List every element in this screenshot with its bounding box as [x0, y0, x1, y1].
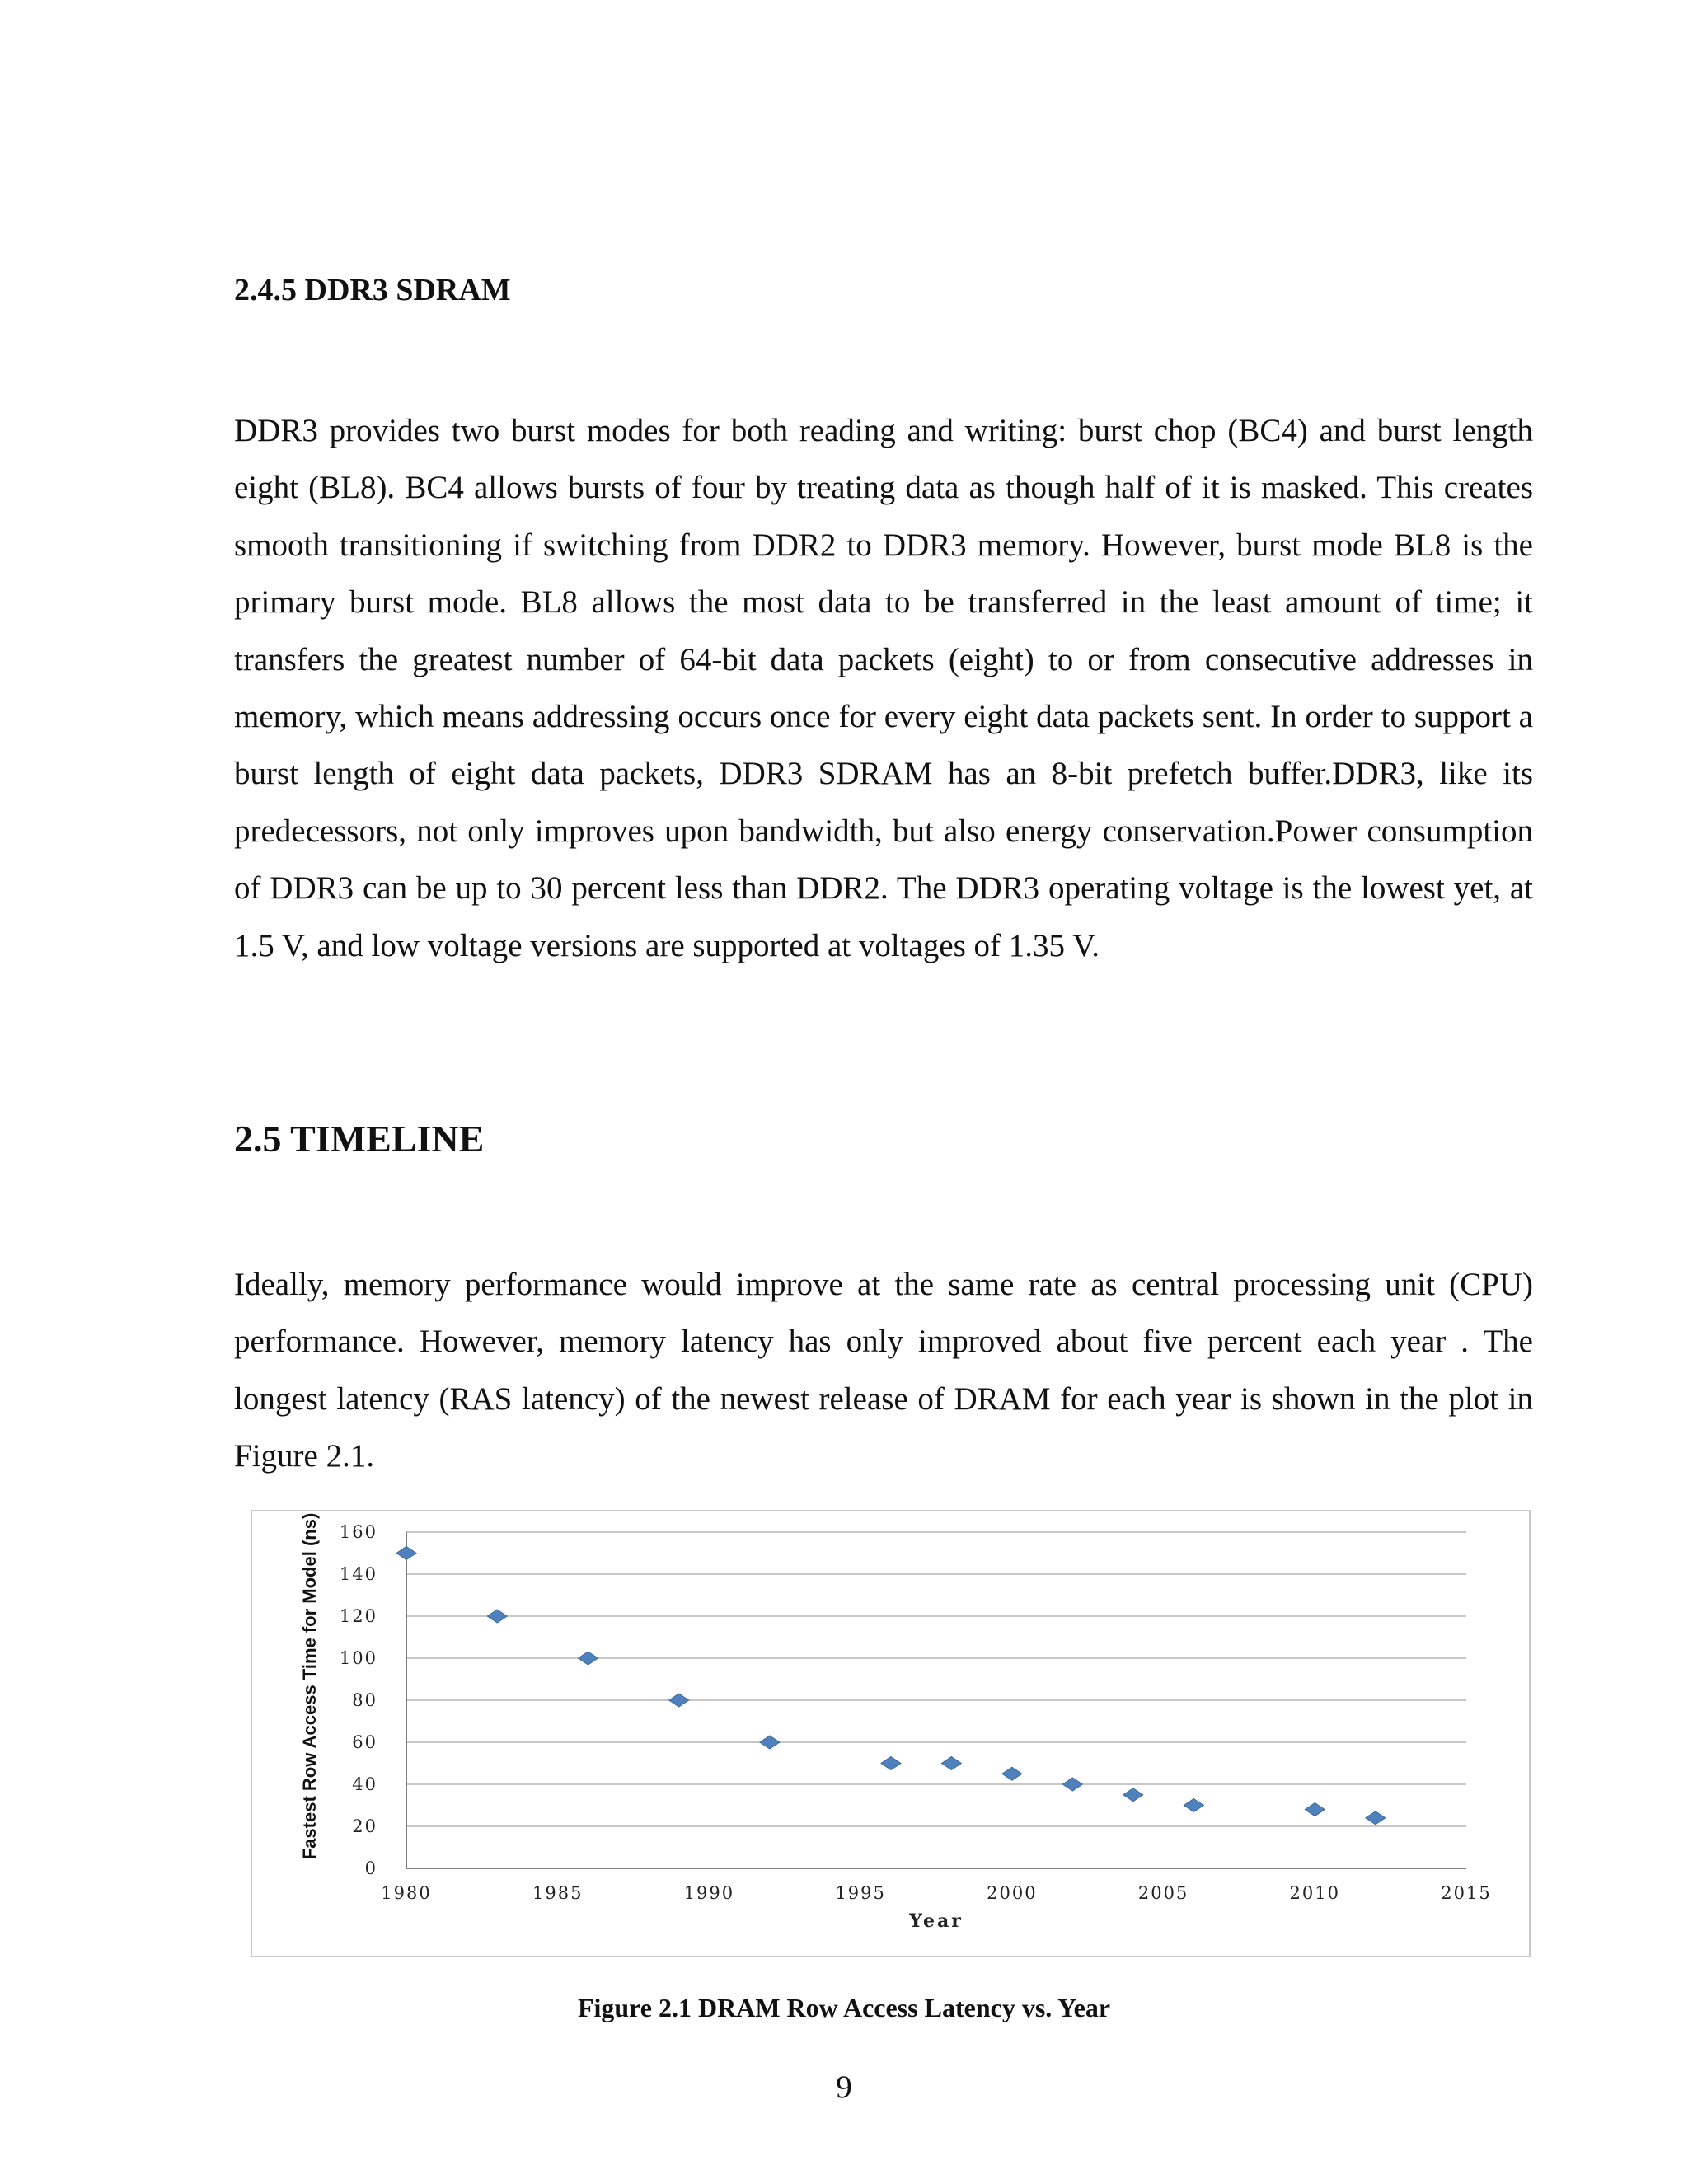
y-tick-label: 20: [352, 1816, 377, 1836]
data-point: [881, 1757, 901, 1770]
y-tick-label: 120: [339, 1606, 377, 1626]
y-axis-title: Fastest Row Access Time for Model (ns): [299, 1512, 320, 1860]
latency-scatter-chart: [252, 1511, 1529, 1956]
x-tick-label: 2005: [1137, 1883, 1189, 1903]
paragraph-ddr3-burst-modes: DDR3 provides two burst modes for both reading and writing: burst chop (BC4) and burst length eight (BL8). BC4 allows bursts of four by treating data as though half of it is masked. This creates smooth transitioning if switching from DDR2 to DDR3 memory. However, burst mode BL8 is the primary burst mode. BL8 allows the most data to be transferred in the least amount of time; it transfers the greatest number of 64-bit data packets (eight) to or from consecutive addresses in memory, which means addressing occurs once for every eight data packets sent. In order to support a burst length of eight data packets, DDR3 SDRAM has an 8-bit prefetch buffer.DDR3, like its predecessors, not only improves upon bandwidth, but also energy conservation.Power consumption of DDR3 can be up to 30 percent less than DDR2. The DDR3 operating voltage is the lowest yet, at 1.5 V, and low voltage versions are supported at voltages of 1.35 V.: [234, 413, 1533, 963]
x-tick-label: 2015: [1441, 1883, 1492, 1903]
x-tick-label: 1985: [532, 1883, 584, 1903]
y-tick-label: 40: [352, 1774, 377, 1794]
y-tick-label: 140: [339, 1564, 377, 1584]
x-tick-label: 1990: [683, 1883, 735, 1903]
section-heading-timeline: 2.5 TIMELINE: [234, 1118, 485, 1160]
y-tick-label: 0: [364, 1858, 377, 1878]
data-point: [669, 1694, 689, 1707]
data-point: [1366, 1811, 1386, 1825]
y-tick-label: 100: [339, 1648, 377, 1668]
x-tick-label: 2000: [987, 1883, 1038, 1903]
data-point: [1062, 1778, 1082, 1791]
y-tick-label: 160: [339, 1522, 377, 1542]
data-point: [396, 1547, 416, 1560]
figure-caption: Figure 2.1 DRAM Row Access Latency vs. Year: [577, 1993, 1111, 2022]
paragraph-memory-latency: Ideally, memory performance would improve at the same rate as central processing unit (CPU) performance. However, memory latency has only improved about five percent each year . The longest latency (RAS latency) of the newest release of DRAM for each year is shown in the plot in Figure 2.1.: [234, 1267, 1533, 1474]
x-axis-title: Year: [909, 1910, 964, 1932]
x-tick-label: 1995: [835, 1883, 886, 1903]
data-point: [1123, 1788, 1143, 1802]
y-tick-label: 80: [352, 1690, 377, 1710]
section-heading-ddr3-sdram: 2.4.5 DDR3 SDRAM: [234, 273, 511, 307]
y-tick-labels: [340, 1522, 377, 1878]
page-number: 9: [836, 2069, 852, 2105]
x-tick-labels: [381, 1883, 1491, 1903]
chart-gridlines: [406, 1532, 1466, 1826]
data-point: [941, 1757, 961, 1770]
x-tick-label: 2010: [1289, 1883, 1341, 1903]
data-point: [760, 1736, 780, 1749]
data-point: [1184, 1799, 1203, 1812]
data-point: [487, 1610, 507, 1623]
data-point: [1305, 1803, 1325, 1816]
data-point: [1002, 1767, 1022, 1780]
y-tick-label: 60: [352, 1732, 377, 1752]
data-points: [396, 1547, 1386, 1825]
data-point: [578, 1652, 598, 1665]
figure-latency-chart: [251, 1510, 1531, 1957]
x-tick-label: 1980: [381, 1883, 432, 1903]
